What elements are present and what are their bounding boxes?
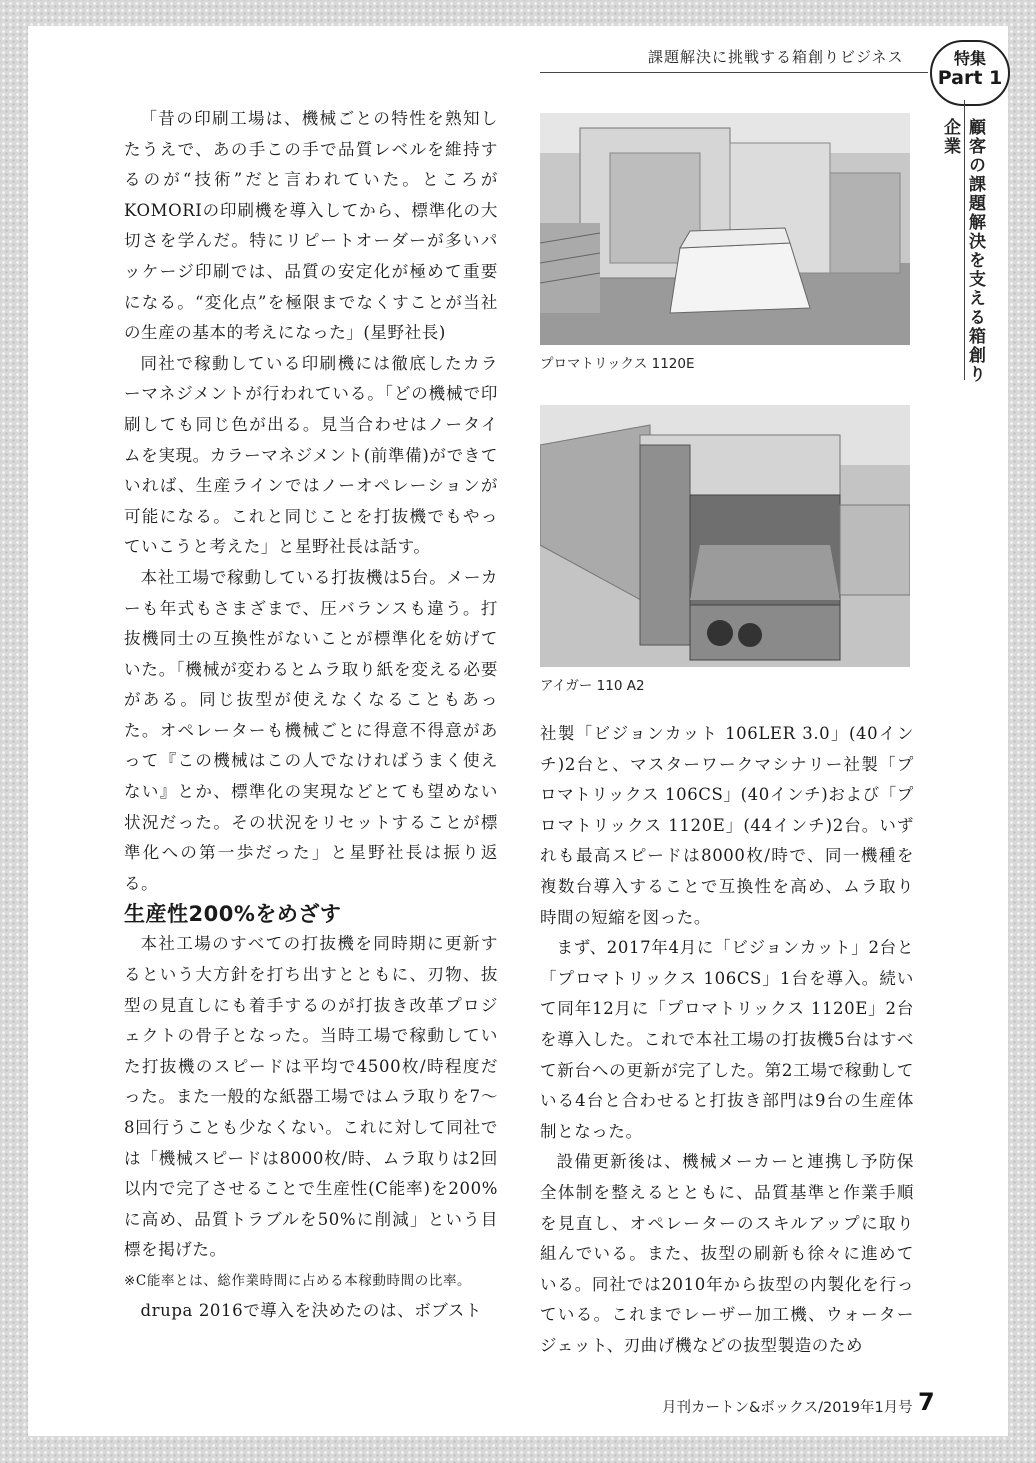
running-head: 課題解決に挑戦する箱創りビジネス xyxy=(648,48,904,66)
paragraph: 社製「ビジョンカット 106LER 3.0」(40インチ)2台と、マスターワークマシナリー社製「プロマトリックス 106CS」(40インチ)および「プロマトリックス 1120E」(44インチ)2台。いずれも最高スピードは8000枚/時で、同一機種を複数台導入することで互換性を高め、ムラ取り時間の短縮を図った。 xyxy=(540,724,914,927)
footer-publication: 月刊カートン&ボックス/2019年1月号 xyxy=(662,1400,913,1416)
paragraph: 設備更新後は、機械メーカーと連携し予防保全体制を整えるとともに、品質基準と作業手順を見直し、オペレーターのスキルアップに取り組んでいる。また、抜型の刷新も徐々に進めている。同社では2010年から抜型の内製化を行っている。これまでレーザー加工機、ウォータージェット、刃曲げ機などの抜型製造のため xyxy=(540,1152,914,1355)
photo-caption: プロマトリックス 1120E xyxy=(540,356,695,372)
page-number: 7 xyxy=(918,1388,935,1416)
feature-badge-part: Part 1 xyxy=(937,66,1003,89)
paragraph: 本社工場のすべての打抜機を同時期に更新するという大方針を打ち出すとともに、刃物、抜型の見直しにも着手するのが打抜き改革プロジェクトの骨子となった。当時工場で稼動していた打抜機のスピードは平均で4500枚/時程度だった。また一般的な紙器工場ではムラ取りを7〜8回行うことも少なくない。これに対して同社では「機械スピードは8000枚/時、ムラ取りは2回以内で完了させることで生産性(C能率)を200%に高め、品質トラブルを50%に削減」という目標を掲げた。 xyxy=(124,934,498,1260)
paragraph: 「昔の印刷工場は、機械ごとの特性を熟知したうえで、あの手この手で品質レベルを維持するのが“技術”だと言われていた。ところがKOMORIの印刷機を導入してから、標準化の大切さを学んだ。特にリピートオーダーが多いパッケージ印刷では、品質の安定化が極めて重要になる。“変化点”を極限までなくすことが当社の生産の基本的考えになった」(星野社長) xyxy=(124,109,498,343)
footnote: ※C能率とは、総作業時間に占める本稼動時間の比率。 xyxy=(124,1272,472,1289)
paragraph: 本社工場で稼動している打抜機は5台。メーカーも年式もさまざまで、圧バランスも違う。打抜機同士の互換性がないことが標準化を妨げていた。「機械が変わるとムラ取り紙を変える必要がある。同じ抜型が使えなくなることもあった。オペレーターも機械ごとに得意不得意があって『この機械はこの人でなければうまく使えない』とか、標準化の実現などとても望めない状況だった。その状況をリセットすることが標準化への第一歩だった」と星野社長は振り返る。 xyxy=(124,567,498,893)
feature-badge xyxy=(930,40,1010,106)
photo-caption: アイガー 110 A2 xyxy=(540,678,645,694)
header-rule xyxy=(540,72,928,73)
photo-eiger-110-a2 xyxy=(540,405,910,667)
feature-badge-label: 特集 xyxy=(953,49,986,68)
section-heading: 生産性200%をめざす xyxy=(124,902,342,927)
vertical-section-title: 顧客の課題解決を支える箱創り企業 xyxy=(940,118,985,384)
left-column xyxy=(124,104,498,1327)
paragraph: 同社で稼動している印刷機には徹底したカラーマネジメントが行われている。「どの機械で印刷しても同じ色が出る。見当合わせはノータイムを実現。カラーマネジメント(前準備)ができていれば、生産ラインではノーオペレーションが可能になる。これと同じことを打抜機でもやっていこうと考えた」と星野社長は話す。 xyxy=(124,353,498,557)
photo-promatrix-1120e xyxy=(540,113,910,345)
paragraph: drupa 2016で導入を決めたのは、ボブスト xyxy=(140,1300,482,1320)
right-column xyxy=(540,719,914,1361)
paragraph: まず、2017年4月に「ビジョンカット」2台と「プロマトリックス 106CS」1台を導入。続いて同年12月に「プロマトリックス 1120E」2台を導入した。これで本社工場の打抜機5台はすべて新台への更新が完了した。第2工場で稼動している4台と合わせると打抜き部門は9台の生産体制となった。 xyxy=(540,938,914,1141)
